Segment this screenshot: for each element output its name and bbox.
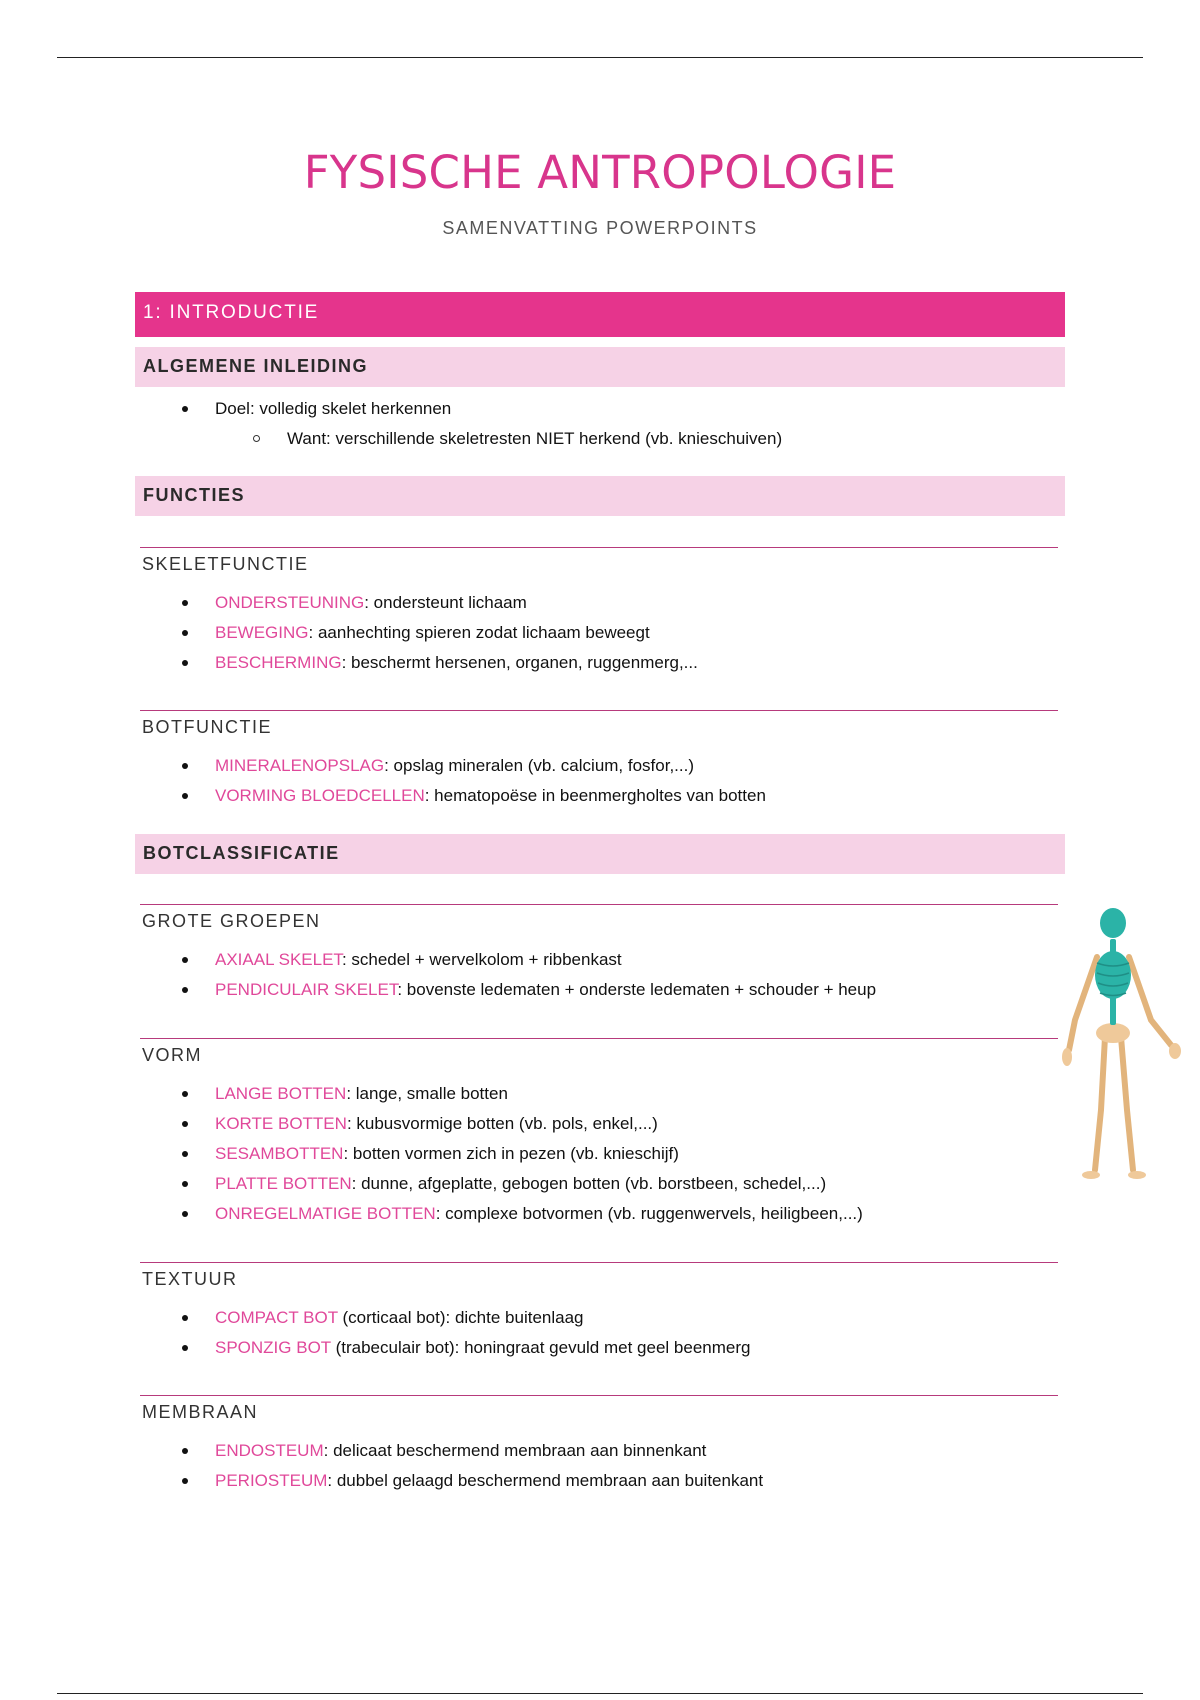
chapter-heading: 1: INTRODUCTIE xyxy=(135,292,1065,337)
list-item: PLATTE BOTTEN: dunne, afgeplatte, gebogen botten (vb. borstbeen, schedel,...) xyxy=(180,1169,863,1199)
subsection-heading-skeletfunctie: SKELETFUNCTIE xyxy=(140,547,1058,575)
list-item: PENDICULAIR SKELET: bovenste ledematen + onderste ledematen + schouder + heup xyxy=(180,975,876,1005)
list-textuur xyxy=(180,1303,750,1363)
top-rule xyxy=(57,57,1143,58)
section-heading-functies: FUNCTIES xyxy=(135,476,1065,516)
subsection-heading-textuur: TEXTUUR xyxy=(140,1262,1058,1290)
section-heading-algemene-inleiding: ALGEMENE INLEIDING xyxy=(135,347,1065,387)
list-item: ONDERSTEUNING: ondersteunt lichaam xyxy=(180,588,698,618)
list-item: LANGE BOTTEN: lange, smalle botten xyxy=(180,1079,863,1109)
list-membraan xyxy=(180,1436,763,1496)
subsection-heading-vorm: VORM xyxy=(140,1038,1058,1066)
section-heading-botclassificatie: BOTCLASSIFICATIE xyxy=(135,834,1065,874)
skeleton-illustration-icon xyxy=(1055,905,1190,1185)
list-item: VORMING BLOEDCELLEN: hematopoëse in beenmergholtes van botten xyxy=(180,781,766,811)
subsection-heading-botfunctie: BOTFUNCTIE xyxy=(140,710,1058,738)
subsection-heading-grote-groepen: GROTE GROEPEN xyxy=(140,904,1058,932)
list-item: ONREGELMATIGE BOTTEN: complexe botvormen (vb. ruggenwervels, heiligbeen,...) xyxy=(180,1199,863,1229)
list-item: SPONZIG BOT (trabeculair bot): honingraat gevuld met geel beenmerg xyxy=(180,1333,750,1363)
subsection-heading-membraan: MEMBRAAN xyxy=(140,1395,1058,1423)
list-skeletfunctie xyxy=(180,588,698,678)
list-item: ENDOSTEUM: delicaat beschermend membraan aan binnenkant xyxy=(180,1436,763,1466)
list-algemene-inleiding xyxy=(180,394,782,454)
list-vorm xyxy=(180,1079,863,1229)
document-subtitle: SAMENVATTING POWERPOINTS xyxy=(442,218,758,238)
list-item: BEWEGING: aanhechting spieren zodat lichaam beweegt xyxy=(180,618,698,648)
list-item: AXIAAL SKELET: schedel + wervelkolom + ribbenkast xyxy=(180,945,876,975)
list-item: MINERALENOPSLAG: opslag mineralen (vb. calcium, fosfor,...) xyxy=(180,751,766,781)
list-item: PERIOSTEUM: dubbel gelaagd beschermend membraan aan buitenkant xyxy=(180,1466,763,1496)
list-item: SESAMBOTTEN: botten vormen zich in pezen (vb. knieschijf) xyxy=(180,1139,863,1169)
list-item: BESCHERMING: beschermt hersenen, organen, ruggenmerg,... xyxy=(180,648,698,678)
list-botfunctie xyxy=(180,751,766,811)
list-item: KORTE BOTTEN: kubusvormige botten (vb. pols, enkel,...) xyxy=(180,1109,863,1139)
list-item: COMPACT BOT (corticaal bot): dichte buitenlaag xyxy=(180,1303,750,1333)
list-grote-groepen xyxy=(180,945,876,1005)
list-subitem: Want: verschillende skeletresten NIET herkend (vb. knieschuiven) xyxy=(180,424,782,454)
list-item: Doel: volledig skelet herkennen xyxy=(180,394,782,424)
document-title: FYSISCHE ANTROPOLOGIE xyxy=(303,146,897,199)
bottom-rule xyxy=(57,1693,1143,1694)
